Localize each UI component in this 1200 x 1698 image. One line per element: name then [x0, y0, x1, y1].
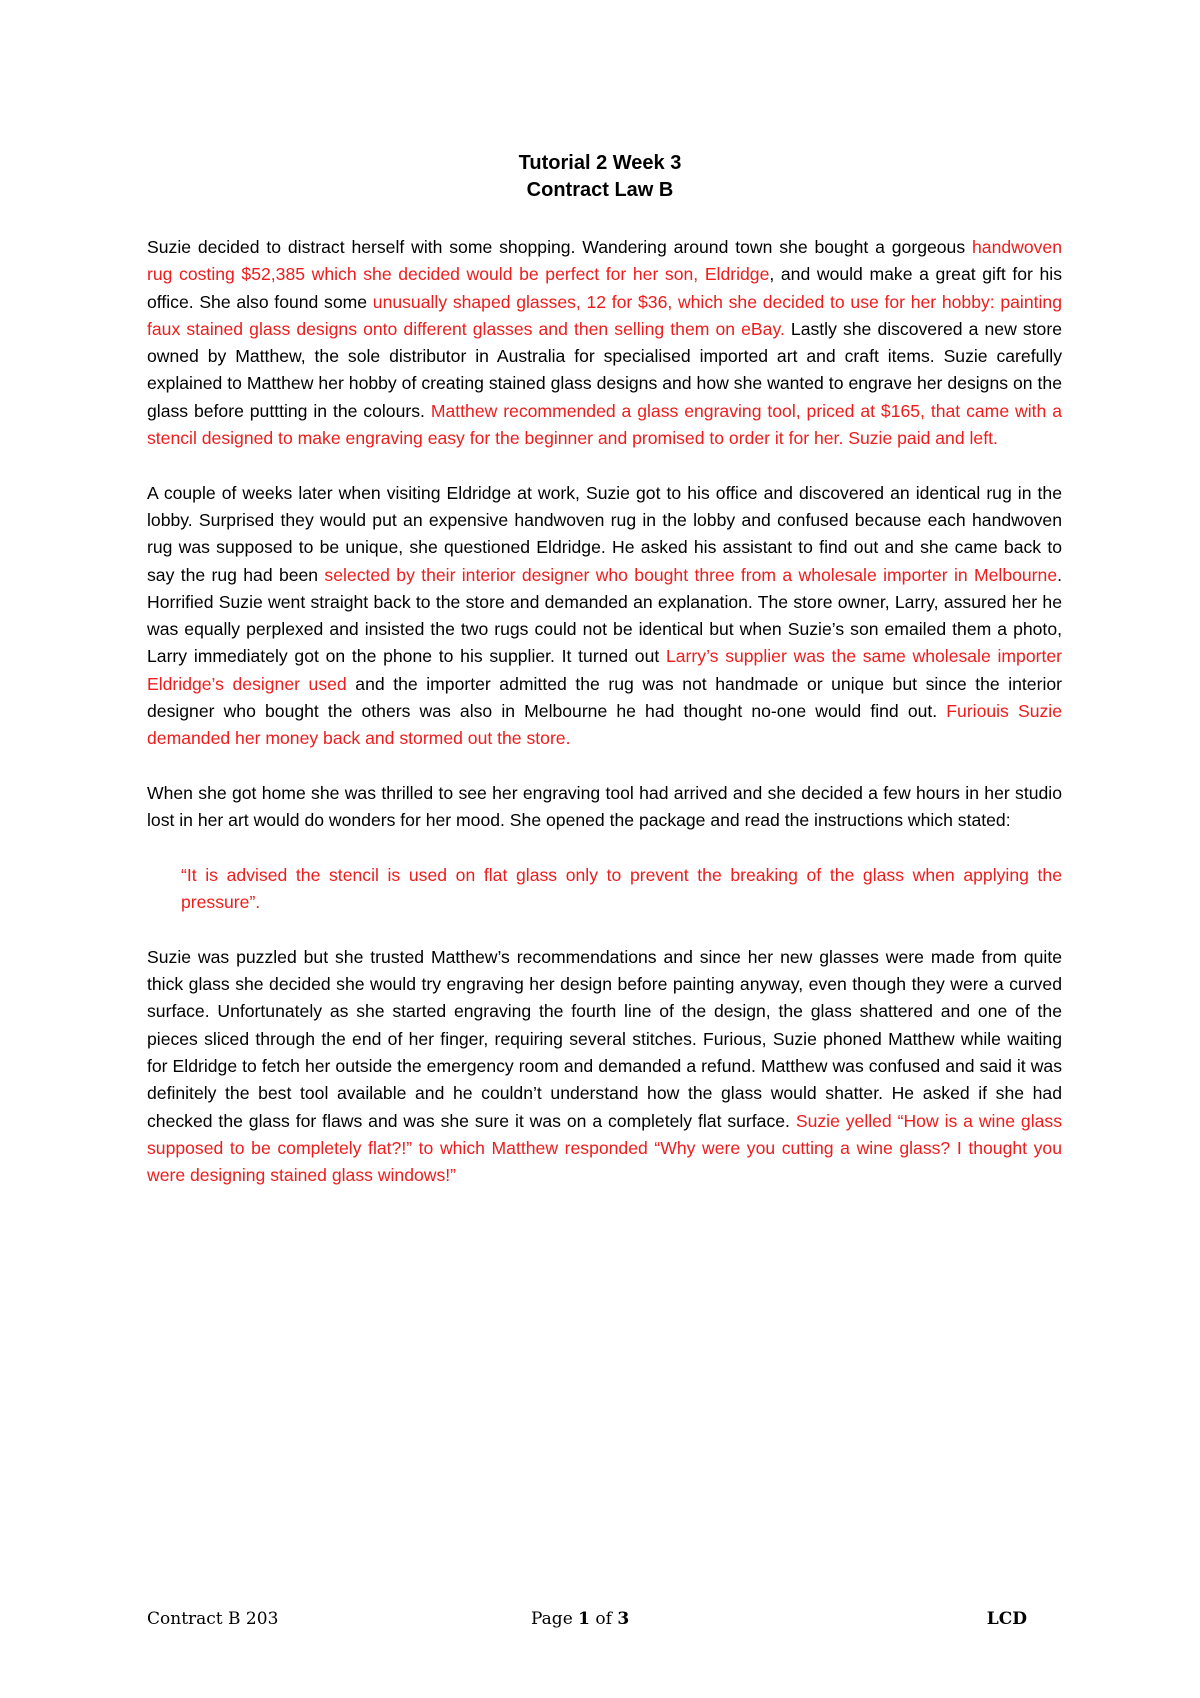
page-footer	[147, 1609, 1027, 1633]
text-segment: and the importer admitted the rug was not handmade or unique but since the interior designer who bought the others was also in Melbourne he had thought no-one would find out.	[147, 673, 1062, 722]
body-text	[147, 234, 1062, 1217]
text-segment: . Horrified Suzie went straight back to the store and demanded an explanation. The store owner, Larry, assured her he was equally perplexed and insisted the two rugs could not be identical but when Suzie’s son emailed them a photo, Larry immediately got on the phone to his supplier. It turned out	[147, 564, 1062, 667]
paragraph-3	[147, 780, 1062, 835]
text-segment: When she got home she was thrilled to see her engraving tool had arrived and she decided a few hours in her studio lost in her art would do wonders for her mood. She opened the package and read the instructions which stated:	[147, 782, 1062, 831]
instruction-quote: “It is advised the stencil is used on flat glass only to prevent the breaking of the glass when applying the pressure”.	[181, 864, 1062, 913]
highlighted-text-segment: unusually shaped glasses, 12 for $36, which she decided to use for her hobby: painting faux stained glass designs onto different glasses and then selling them on eBay.	[147, 291, 1062, 339]
paragraph-1	[147, 234, 1062, 452]
footer-author-initials: LCD	[986, 1609, 1027, 1629]
title-line-1: Tutorial 2 Week 3	[518, 152, 682, 174]
highlighted-text-segment: Matthew recommended a glass engraving tool, priced at $165, that came with a stencil designed to make engraving easy for the beginner and promised to order it for her. Suzie paid and left.	[147, 400, 1062, 449]
of-word: of	[595, 1609, 612, 1629]
text-segment: , and would make a great gift for his office. She also found some	[147, 264, 1063, 312]
highlighted-text-segment: Suzie yelled “How is a wine glass supposed to be completely flat?!” to which Matthew responded “Why were you cutting a wine glass? I thought you were designing stained glass windows!”	[147, 1110, 1062, 1186]
footer-page-indicator	[531, 1609, 629, 1629]
title-line-2: Contract Law B	[526, 179, 674, 201]
page-word: Page	[531, 1609, 573, 1629]
text-segment: Lastly she discovered a new store owned by Matthew, the sole distributor in Australia for specialised imported art and craft items. Suzie carefully explained to Matthew her hobby of creating stained glass designs and how she wanted to engrave her designs on the glass before puttting in the colours.	[147, 318, 1062, 421]
paragraph-4	[147, 944, 1062, 1190]
highlighted-text-segment: selected by their interior designer who bought three from a wholesale importer in Melbourne	[324, 564, 1058, 585]
highlighted-text-segment: Furiouis Suzie demanded her money back and stormed out the store.	[147, 701, 1062, 749]
title-block	[0, 150, 1200, 204]
text-segment: Suzie was puzzled but she trusted Matthew’s recommendations and since her new glasses were made from quite thick glass she decided she would try engraving her design before painting anyway, even though they were a curved surface. Unfortunately as she started engraving the fourth line of the design, the glass shattered and one of the pieces sliced through the end of her finger, requiring several stitches. Furious, Suzie phoned Matthew while waiting for Eldridge to fetch her outside the emergency room and demanded a refund. Matthew was confused and said it was definitely the best tool available and he couldn’t understand how the glass would shatter. He asked if she had checked the glass for flaws and was she sure it was on a completely flat surface.	[147, 946, 1062, 1131]
highlighted-text-segment: Larry’s supplier was the same wholesale importer Eldridge’s designer used	[147, 646, 1063, 694]
paragraph-2	[147, 480, 1062, 753]
footer-course-code: Contract B 203	[147, 1609, 279, 1629]
page-number: 1	[578, 1609, 591, 1629]
text-segment: A couple of weeks later when visiting Eldridge at work, Suzie got to his office and discovered an identical rug in the lobby. Surprised they would put an expensive handwoven rug in the lobby and confused because each handwoven rug was supposed to be unique, she questioned Eldridge. He asked his assistant to find out and she came back to say the rug had been	[147, 482, 1062, 585]
total-pages: 3	[617, 1609, 630, 1629]
highlighted-text-segment: handwoven rug costing $52,385 which she decided would be perfect for her son, Eldridge	[147, 237, 1062, 285]
text-segment: Suzie decided to distract herself with some shopping. Wandering around town she bought a gorgeous	[147, 237, 972, 257]
